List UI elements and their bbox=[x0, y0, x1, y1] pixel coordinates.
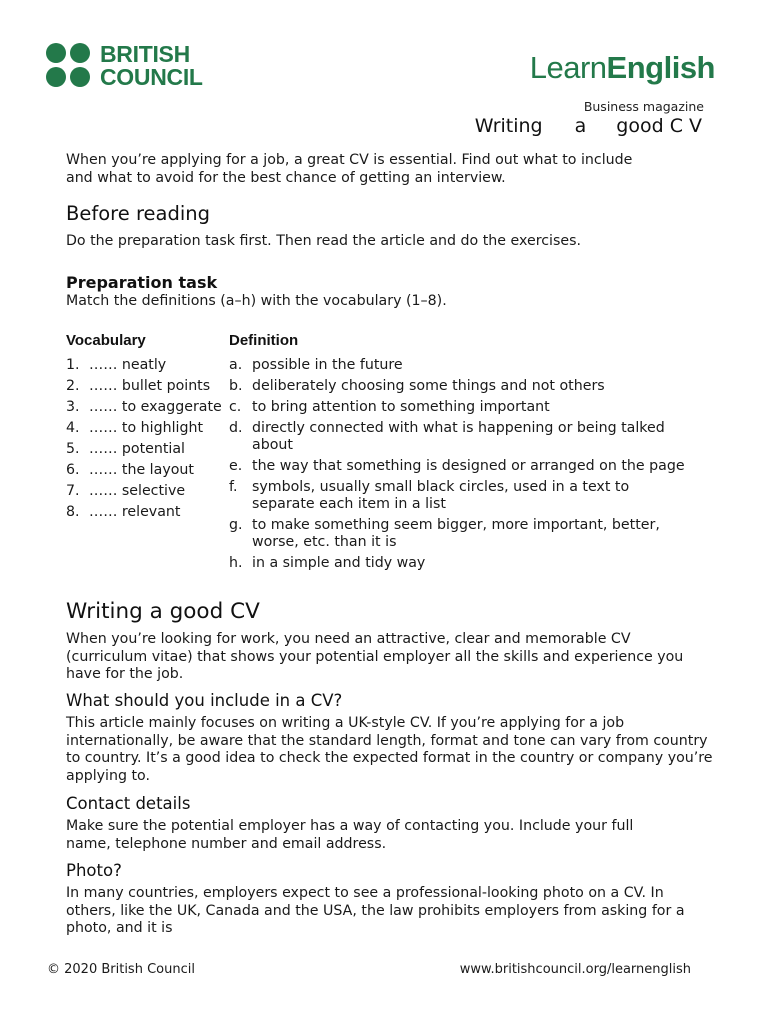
item-letter: b. bbox=[229, 378, 243, 394]
section-text: This article mainly focuses on writing a UK-style CV. If you’re applying for a job internationally, be aware that the standard length, format and tone can vary from country to country. It’s a good idea to check the expected format in the country or company you’re applying to. bbox=[66, 715, 713, 784]
logo-line-2: COUNCIL bbox=[100, 64, 203, 90]
definition-item bbox=[229, 378, 734, 395]
logo-line-1: BRITISH bbox=[100, 41, 190, 67]
item-letter: c. bbox=[229, 399, 242, 415]
item-number: 1. bbox=[66, 357, 80, 373]
item-number: 3. bbox=[66, 399, 80, 415]
preparation-task-heading: Preparation task bbox=[66, 273, 218, 292]
footer-website: www.britishcouncil.org/learnenglish bbox=[459, 962, 691, 977]
logo-english: English bbox=[606, 50, 715, 85]
logo-learn: Learn bbox=[529, 50, 607, 85]
item-letter: h. bbox=[229, 555, 243, 571]
item-text: …… neatly bbox=[89, 357, 167, 373]
definition-item bbox=[229, 458, 734, 475]
section-text: In many countries, employers expect to see a professional-looking photo on a CV. In others, like the UK, Canada and the USA, the law prohibits employers from asking for a photo, and it is bbox=[66, 885, 685, 937]
title-word: a bbox=[574, 115, 587, 137]
item-text: the way that something is designed or arranged on the page bbox=[252, 458, 685, 474]
item-text: to make something seem bigger, more important, better, worse, etc. than it is bbox=[252, 517, 660, 550]
item-text: …… to highlight bbox=[89, 420, 204, 436]
title-word: Writing bbox=[474, 115, 543, 137]
section-heading: What should you include in a CV? bbox=[66, 691, 343, 710]
item-number: 5. bbox=[66, 441, 80, 457]
section-text: Make sure the potential employer has a way of contacting you. Include your full name, telephone number and email address. bbox=[66, 818, 634, 852]
item-letter: d. bbox=[229, 420, 243, 436]
item-number: 7. bbox=[66, 483, 80, 499]
definition-item bbox=[229, 420, 734, 454]
definition-column-header: Definition bbox=[229, 332, 299, 349]
vocabulary-column-header: Vocabulary bbox=[66, 332, 146, 349]
definition-item bbox=[229, 399, 734, 416]
item-text: possible in the future bbox=[252, 357, 403, 373]
definition-list bbox=[229, 357, 734, 576]
item-number: 2. bbox=[66, 378, 80, 394]
item-letter: a. bbox=[229, 357, 243, 373]
item-text: …… bullet points bbox=[89, 378, 211, 394]
item-text: …… to exaggerate bbox=[89, 399, 222, 415]
item-text: in a simple and tidy way bbox=[252, 555, 426, 571]
title-word: good C V bbox=[616, 115, 702, 137]
section-heading: Contact details bbox=[66, 794, 191, 813]
item-number: 8. bbox=[66, 504, 80, 520]
item-text: …… relevant bbox=[89, 504, 181, 520]
vocabulary-item bbox=[66, 420, 226, 437]
item-letter: e. bbox=[229, 458, 243, 474]
item-text: deliberately choosing some things and not others bbox=[252, 378, 605, 394]
definition-item bbox=[229, 479, 734, 513]
item-text: directly connected with what is happening or being talked about bbox=[252, 420, 665, 453]
vocabulary-item bbox=[66, 399, 226, 416]
logo-dot-icon bbox=[70, 67, 90, 87]
logo-dot-icon bbox=[46, 43, 66, 63]
section-label: Business magazine bbox=[583, 99, 704, 114]
vocabulary-item bbox=[66, 462, 226, 479]
item-text: …… potential bbox=[89, 441, 185, 457]
item-text: …… selective bbox=[89, 483, 186, 499]
article-intro: When you’re looking for work, you need an attractive, clear and memorable CV (curriculum vitae) that shows your potential employer all the skills and experience you have for the job. bbox=[66, 631, 684, 683]
vocabulary-list bbox=[66, 357, 226, 525]
vocabulary-item bbox=[66, 441, 226, 458]
vocabulary-item bbox=[66, 357, 226, 374]
before-reading-heading: Before reading bbox=[66, 202, 211, 225]
item-number: 6. bbox=[66, 462, 80, 478]
definition-item bbox=[229, 517, 734, 551]
vocabulary-item bbox=[66, 378, 226, 395]
before-reading-text: Do the preparation task first. Then read the article and do the exercises. bbox=[66, 233, 581, 249]
footer-copyright: © 2020 British Council bbox=[47, 962, 195, 977]
logo-dot-icon bbox=[70, 43, 90, 63]
item-letter: f. bbox=[229, 479, 238, 495]
intro-paragraph: When you’re applying for a job, a great CV is essential. Find out what to include and what to avoid for the best chance of getting an interview. bbox=[66, 152, 633, 186]
british-council-logo bbox=[46, 43, 216, 89]
logo-wordmark bbox=[100, 43, 203, 89]
document-title bbox=[475, 115, 702, 137]
item-text: symbols, usually small black circles, used in a text to separate each item in a list bbox=[252, 479, 630, 512]
preparation-task-instruction: Match the definitions (a–h) with the vocabulary (1–8). bbox=[66, 293, 447, 309]
item-text: …… the layout bbox=[89, 462, 194, 478]
definition-item bbox=[229, 555, 734, 572]
definition-item bbox=[229, 357, 734, 374]
learnenglish-logo bbox=[530, 50, 715, 86]
section-heading: Photo? bbox=[66, 861, 122, 880]
item-number: 4. bbox=[66, 420, 80, 436]
article-heading: Writing a good CV bbox=[66, 599, 260, 624]
logo-dot-icon bbox=[46, 67, 66, 87]
vocabulary-item bbox=[66, 504, 226, 521]
vocabulary-item bbox=[66, 483, 226, 500]
item-letter: g. bbox=[229, 517, 243, 533]
item-text: to bring attention to something important bbox=[252, 399, 550, 415]
